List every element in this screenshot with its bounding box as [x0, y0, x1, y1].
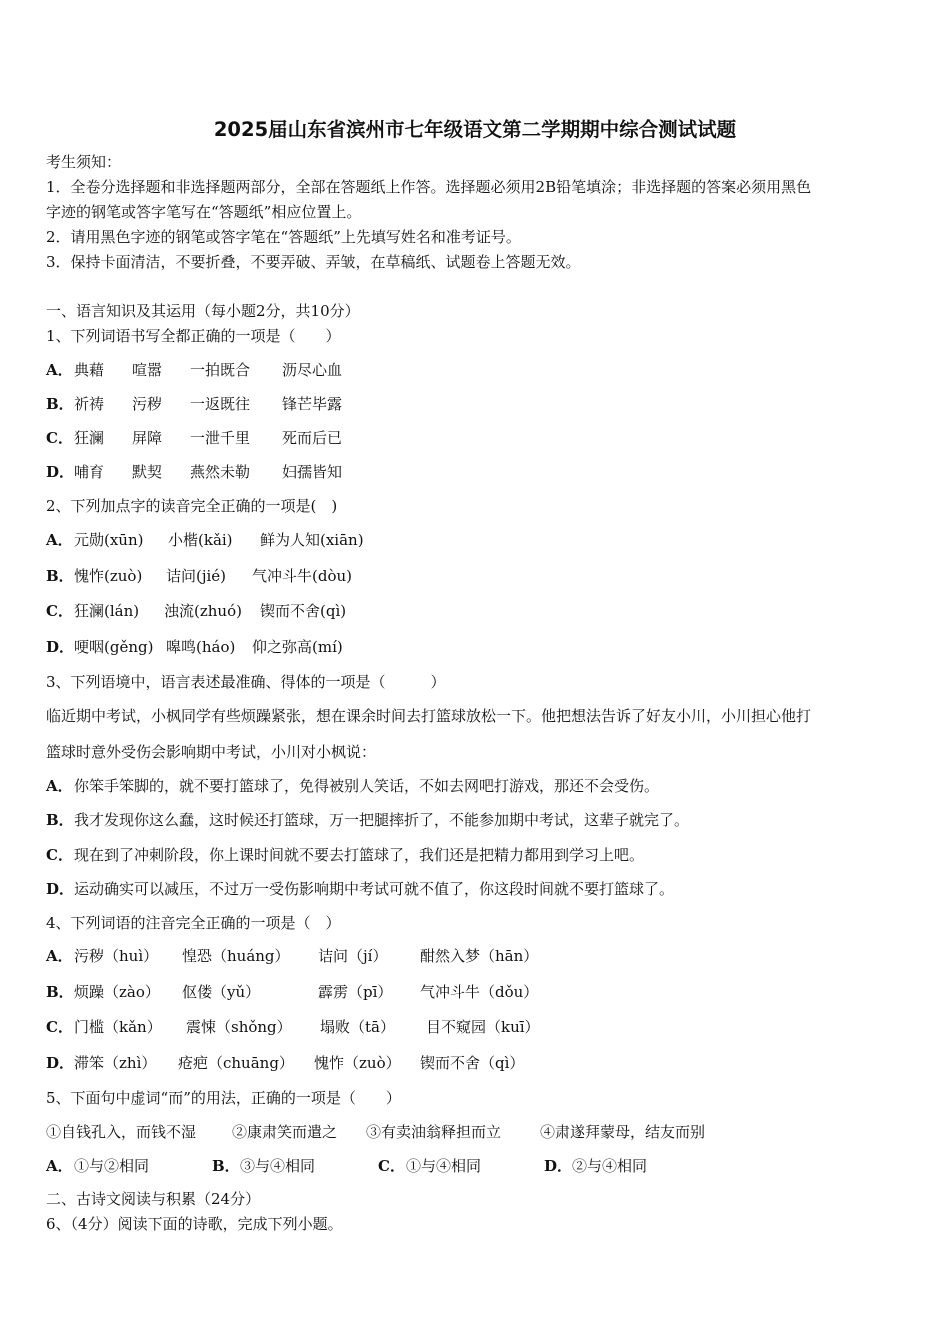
option-row[interactable] [46, 946, 538, 966]
option-word: 诘问（jí） [318, 947, 388, 965]
option-word: 目不窥园（kuī） [426, 1018, 540, 1036]
option-word: 惶恐（huáng） [182, 947, 290, 965]
section-heading: 二、古诗文阅读与积累（24分） [46, 1190, 261, 1208]
option-label: A． [46, 361, 73, 379]
sentence: ④肃遂拜蒙母，结友而别 [540, 1123, 706, 1141]
notice-item: 2．请用黑色字迹的钢笔或答字笔在“答题纸”上先填写姓名和准考证号。 [46, 228, 521, 246]
option-word: 嗥鸣(háo) [166, 638, 236, 656]
option-word: 妇孺皆知 [282, 463, 343, 481]
option-choice[interactable] [46, 1156, 212, 1176]
question-stem: 4、下列词语的注音完全正确的一项是（ ） [46, 914, 341, 932]
option-label: D． [46, 463, 75, 481]
option-word: 疮疤（chuāng） [178, 1054, 294, 1072]
option-label: B． [46, 811, 74, 829]
option-word: 元勋(xūn) [74, 531, 144, 549]
option-word: 沥尽心血 [282, 361, 343, 379]
context-text: 临近期中考试，小枫同学有些烦躁紧张，想在课余时间去打篮球放松一下。他把想法告诉了好友小川，小川担心他打 [46, 707, 812, 725]
option-text: 现在到了冲刺阶段，你上课时间就不要去打篮球了，我们还是把精力都用到学习上吧。 [74, 846, 645, 864]
option-label: A． [46, 947, 73, 965]
option-text: ③与④相同 [240, 1157, 316, 1175]
option-row[interactable] [46, 394, 342, 414]
option-word: 酣然入梦（hān） [420, 947, 539, 965]
question-stem: 5、下面句中虚词“而”的用法，正确的一项是（ ） [46, 1089, 401, 1107]
question-stem: 2、下列加点字的读音完全正确的一项是( ) [46, 497, 338, 515]
option-word: 默契 [132, 463, 163, 481]
option-choice[interactable] [212, 1156, 378, 1176]
option-word: 鲜为人知(xiān) [260, 531, 364, 549]
option-row[interactable] [46, 530, 364, 550]
option-text: 运动确实可以减压，不过万一受伤影响期中考试可就不值了，你这段时间就不要打篮球了。 [74, 880, 675, 898]
option-word: 喧嚣 [132, 361, 163, 379]
notice-item: 3．保持卡面清洁，不要折叠，不要弄破、弄皱，在草稿纸、试题卷上答题无效。 [46, 253, 581, 271]
option-word: 祈祷 [74, 395, 105, 413]
option-row[interactable] [46, 845, 644, 865]
sentence-row [46, 1122, 705, 1142]
option-word: 愧怍（zuò） [314, 1054, 401, 1072]
option-word: 诘问(jié) [166, 567, 227, 585]
option-text: ①与④相同 [406, 1157, 482, 1175]
option-word: 一返既往 [190, 395, 251, 413]
option-label: D． [46, 880, 75, 898]
option-row[interactable] [46, 879, 674, 899]
option-row[interactable] [46, 566, 352, 586]
option-word: 污秽（huì） [74, 947, 159, 965]
question-stem: 6、（4分）阅读下面的诗歌，完成下列小题。 [46, 1215, 343, 1233]
option-label: A． [46, 531, 73, 549]
question-stem: 1、下列词语书写全都正确的一项是（ ） [46, 327, 341, 345]
sentence: ③有卖油翁释担而立 [366, 1123, 502, 1141]
option-word: 伛偻（yǔ） [182, 983, 261, 1001]
context-text: 篮球时意外受伤会影响期中考试，小川对小枫说： [46, 743, 377, 761]
option-label: B． [46, 567, 74, 585]
option-row[interactable] [46, 1156, 647, 1176]
option-word: 燕然未勒 [190, 463, 251, 481]
option-label: C． [46, 429, 73, 447]
option-word: 气冲斗牛（dǒu） [420, 983, 539, 1001]
option-label: A． [46, 777, 73, 795]
option-word: 典藉 [74, 361, 105, 379]
option-label: D． [544, 1157, 573, 1175]
option-word: 锋芒毕露 [282, 395, 343, 413]
option-row[interactable] [46, 462, 342, 482]
option-word: 塌败（tā） [320, 1018, 395, 1036]
option-label: C． [378, 1157, 405, 1175]
option-word: 屏障 [132, 429, 163, 447]
option-text: ②与④相同 [572, 1157, 648, 1175]
option-word: 小楷(kǎi) [168, 531, 233, 549]
option-row[interactable] [46, 810, 689, 830]
option-label: C． [46, 846, 73, 864]
option-label: D． [46, 1054, 75, 1072]
option-word: 锲而不舍(qì) [260, 602, 347, 620]
option-word: 哺育 [74, 463, 105, 481]
option-word: 滞笨（zhì） [74, 1054, 157, 1072]
option-word: 狂澜(lán) [74, 602, 140, 620]
option-word: 浊流(zhuó) [164, 602, 242, 620]
option-row[interactable] [46, 1017, 540, 1037]
option-word: 门槛（kǎn） [74, 1018, 162, 1036]
option-label: B． [46, 983, 74, 1001]
option-word: 狂澜 [74, 429, 105, 447]
option-word: 一泄千里 [190, 429, 251, 447]
option-word: 震悚（shǒng） [186, 1018, 292, 1036]
notice-heading: 考生须知： [46, 153, 122, 171]
question-stem: 3、下列语境中，语言表述最准确、得体的一项是（ ） [46, 673, 446, 691]
option-row[interactable] [46, 982, 538, 1002]
option-word: 霹雳（pī） [318, 983, 393, 1001]
option-text: 我才发现你这么蠢，这时候还打篮球，万一把腿摔折了，不能参加期中考试，这辈子就完了。 [74, 811, 690, 829]
sentence: ①自钱孔入，而钱不湿 [46, 1123, 197, 1141]
option-label: C． [46, 602, 73, 620]
option-word: 哽咽(gěng) [74, 638, 154, 656]
option-word: 一拍既合 [190, 361, 251, 379]
notice-item: 1．全卷分选择题和非选择题两部分，全部在答题纸上作答。选择题必须用2B铅笔填涂；非选择题的答案必须用黑色 [46, 178, 812, 196]
page-title: 2025届山东省滨州市七年级语文第二学期期中综合测试试题 [213, 118, 737, 141]
option-row[interactable] [46, 637, 343, 657]
option-label: C． [46, 1018, 73, 1036]
option-row[interactable] [46, 1053, 524, 1073]
option-text: 你笨手笨脚的，就不要打篮球了，免得被别人笑话，不如去网吧打游戏，那还不会受伤。 [74, 777, 660, 795]
option-choice[interactable] [378, 1156, 544, 1176]
option-label: B． [212, 1157, 240, 1175]
option-label: A． [46, 1157, 73, 1175]
option-row[interactable] [46, 776, 659, 796]
option-label: B． [46, 395, 74, 413]
option-word: 愧怍(zuò) [74, 567, 143, 585]
option-word: 锲而不舍（qì） [420, 1054, 525, 1072]
option-choice[interactable] [544, 1156, 647, 1176]
option-row[interactable] [46, 601, 346, 621]
section-heading: 一、语言知识及其运用（每小题2分，共10分） [46, 302, 360, 320]
option-word: 污秽 [132, 395, 163, 413]
option-word: 烦躁（zào） [74, 983, 160, 1001]
option-text: ①与②相同 [74, 1157, 150, 1175]
option-row[interactable] [46, 428, 342, 448]
option-word: 死而后已 [282, 429, 343, 447]
option-word: 气冲斗牛(dòu) [252, 567, 352, 585]
option-row[interactable] [46, 360, 342, 380]
notice-item: 字迹的钢笔或答字笔写在“答题纸”相应位置上。 [46, 203, 362, 221]
option-word: 仰之弥高(mí) [252, 638, 343, 656]
sentence: ②康肃笑而遣之 [232, 1123, 338, 1141]
option-label: D． [46, 638, 75, 656]
